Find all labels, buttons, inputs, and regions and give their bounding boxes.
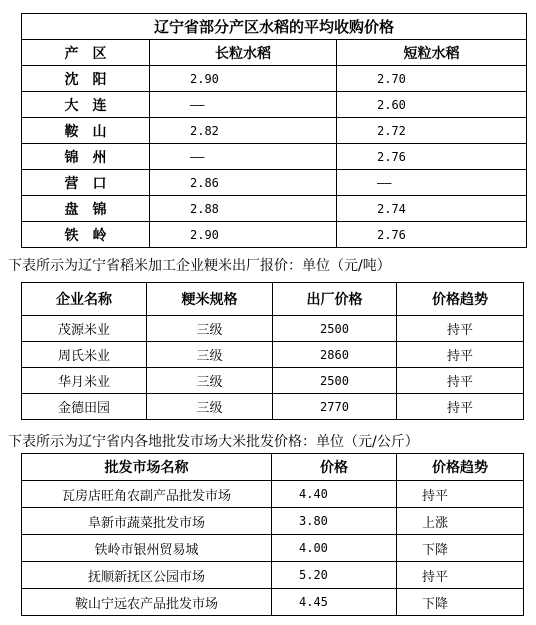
- header-price-trend: 价格趋势: [397, 454, 524, 481]
- short-grain-price: 2.76: [337, 222, 527, 248]
- header-price-trend: 价格趋势: [397, 283, 524, 316]
- table-row: [22, 589, 524, 616]
- region-cell: 盘 锦: [22, 196, 150, 222]
- region-cell: 营 口: [22, 170, 150, 196]
- company-name: 金德田园: [22, 394, 147, 420]
- table-row: [22, 535, 524, 562]
- factory-price: 2770: [273, 394, 397, 420]
- caption-mill-prices: 下表所示为辽宁省稻米加工企业粳米出厂报价：单位（元/吨）: [8, 258, 391, 274]
- region-cell: 大 连: [22, 92, 150, 118]
- rice-grade: 三级: [147, 368, 273, 394]
- mill-price-table: [21, 282, 524, 420]
- company-name: 茂源米业: [22, 316, 147, 342]
- table-row: [22, 481, 524, 508]
- price-trend: 持平: [397, 368, 524, 394]
- header-long-grain: 长粒水稻: [150, 40, 337, 66]
- table-row: [22, 170, 527, 196]
- table-row: [22, 394, 524, 420]
- price-trend: 持平: [397, 481, 524, 508]
- table-row: [22, 316, 524, 342]
- factory-price: 2500: [273, 316, 397, 342]
- table-row: [22, 92, 527, 118]
- wholesale-price: 4.00: [272, 535, 397, 562]
- price-trend: 上涨: [397, 508, 524, 535]
- caption-wholesale-prices: 下表所示为辽宁省内各地批发市场大米批发价格：单位（元/公斤）: [8, 434, 419, 450]
- wholesale-price-table: [21, 453, 524, 616]
- long-grain-price: 2.86: [150, 170, 337, 196]
- table-row: [22, 118, 527, 144]
- region-cell: 鞍 山: [22, 118, 150, 144]
- table-row: [22, 562, 524, 589]
- short-grain-price: 2.76: [337, 144, 527, 170]
- price-trend: 下降: [397, 589, 524, 616]
- market-name: 阜新市蔬菜批发市场: [22, 508, 272, 535]
- wholesale-price: 4.45: [272, 589, 397, 616]
- table-header-row: [22, 40, 527, 66]
- long-grain-price: 2.90: [150, 66, 337, 92]
- price-trend: 持平: [397, 562, 524, 589]
- table-row: [22, 508, 524, 535]
- wholesale-price: 4.40: [272, 481, 397, 508]
- rice-purchase-price-table: [21, 13, 527, 248]
- market-name: 瓦房店旺角农副产品批发市场: [22, 481, 272, 508]
- table-title-row: [22, 14, 527, 40]
- short-grain-price: 2.70: [337, 66, 527, 92]
- short-grain-price: 2.74: [337, 196, 527, 222]
- wholesale-price: 3.80: [272, 508, 397, 535]
- price-trend: 持平: [397, 394, 524, 420]
- long-grain-price: ——: [150, 92, 337, 118]
- short-grain-price: ——: [337, 170, 527, 196]
- table-row: [22, 66, 527, 92]
- factory-price: 2500: [273, 368, 397, 394]
- rice-grade: 三级: [147, 394, 273, 420]
- market-name: 抚顺新抚区公园市场: [22, 562, 272, 589]
- region-cell: 沈 阳: [22, 66, 150, 92]
- long-grain-price: 2.82: [150, 118, 337, 144]
- table-header-row: [22, 283, 524, 316]
- market-name: 铁岭市银州贸易城: [22, 535, 272, 562]
- company-name: 华月米业: [22, 368, 147, 394]
- region-cell: 锦 州: [22, 144, 150, 170]
- header-grade: 粳米规格: [147, 283, 273, 316]
- factory-price: 2860: [273, 342, 397, 368]
- header-company: 企业名称: [22, 283, 147, 316]
- header-market-name: 批发市场名称: [22, 454, 272, 481]
- price-trend: 下降: [397, 535, 524, 562]
- header-price: 价格: [272, 454, 397, 481]
- table-row: [22, 342, 524, 368]
- header-short-grain: 短粒水稻: [337, 40, 527, 66]
- header-factory-price: 出厂价格: [273, 283, 397, 316]
- region-cell: 铁 岭: [22, 222, 150, 248]
- long-grain-price: ——: [150, 144, 337, 170]
- table-row: [22, 144, 527, 170]
- table-row: [22, 222, 527, 248]
- table-header-row: [22, 454, 524, 481]
- table-row: [22, 196, 527, 222]
- rice-grade: 三级: [147, 342, 273, 368]
- table-row: [22, 368, 524, 394]
- short-grain-price: 2.60: [337, 92, 527, 118]
- long-grain-price: 2.88: [150, 196, 337, 222]
- market-name: 鞍山宁远农产品批发市场: [22, 589, 272, 616]
- long-grain-price: 2.90: [150, 222, 337, 248]
- table1-title: 辽宁省部分产区水稻的平均收购价格: [22, 14, 527, 40]
- wholesale-price: 5.20: [272, 562, 397, 589]
- company-name: 周氏米业: [22, 342, 147, 368]
- price-trend: 持平: [397, 316, 524, 342]
- header-region: 产 区: [22, 40, 150, 66]
- short-grain-price: 2.72: [337, 118, 527, 144]
- price-trend: 持平: [397, 342, 524, 368]
- rice-grade: 三级: [147, 316, 273, 342]
